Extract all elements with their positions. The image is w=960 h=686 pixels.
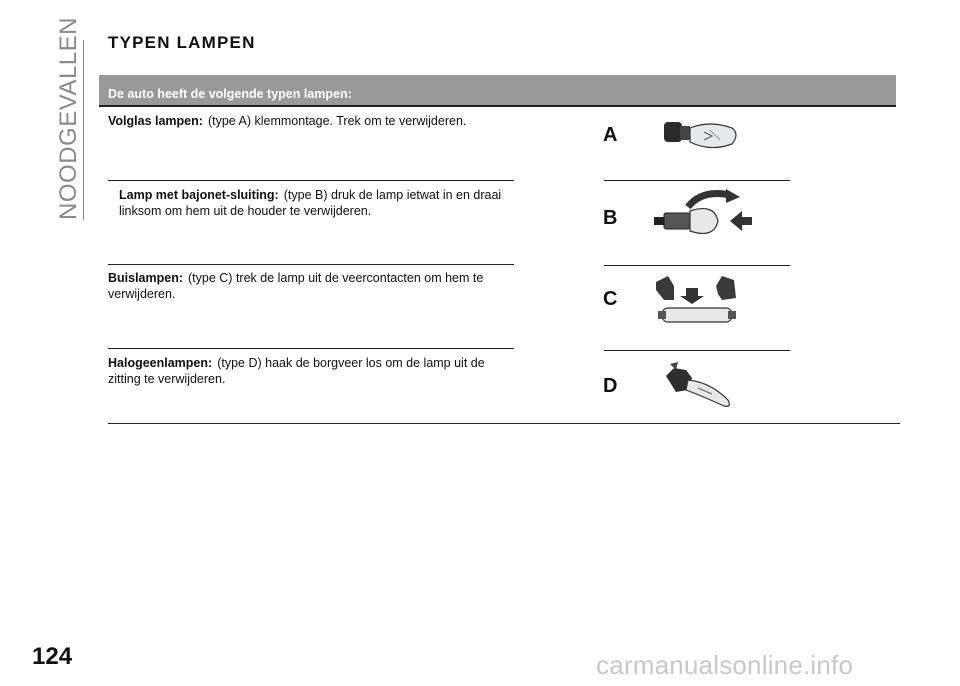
letter-b-marker: B [603,207,618,229]
section-title: TYPEN LAMPEN [108,33,256,52]
letter-d-marker: D [603,375,618,397]
row-d-text: (type D) haak de borgveer los om de lamp uit de zitting te verwijderen. [108,356,485,386]
chapter-side-tab-label: NOODGEVALLEN [55,17,82,220]
row-divider [108,180,514,181]
row-divider [604,180,790,181]
letter-a-marker: A [603,124,618,146]
table-row-a [108,113,518,129]
row-c-text: (type C) trek de lamp uit de veercontacten om hem te verwijderen. [108,271,484,301]
wedge-bulb-icon [660,114,742,156]
table-row-b [108,187,518,219]
row-b-text: (type B) druk de lamp ietwat in en draai linksom om hem uit de houder te verwijderen. [119,188,502,218]
letter-c-marker: C [603,288,618,310]
bayonet-bulb-icon [652,187,754,243]
row-divider [604,265,790,266]
table-row-c [108,270,518,302]
festoon-bulb-icon [650,272,742,328]
row-a-text: (type A) klemmontage. Trek om te verwijderen. [207,114,467,128]
row-divider [108,264,514,265]
halogen-bulb-icon [662,360,734,412]
row-divider [604,350,790,351]
table-row-d [108,355,518,387]
table-header [99,75,896,107]
row-a-label: Volglas lampen: [108,114,203,128]
row-divider [108,348,514,349]
page-number: 124 [32,643,73,670]
table-header-text: De auto heeft de volgende typen lampen: [108,87,352,101]
chapter-side-tab [53,17,84,220]
row-d-label: Halogeenlampen: [108,356,213,370]
row-c-label: Buislampen: [108,271,184,285]
table-bottom-rule [108,423,900,424]
footer-watermark: carmanualsonline.info [596,650,854,680]
row-b-label: Lamp met bajonet-sluiting: [119,188,279,202]
